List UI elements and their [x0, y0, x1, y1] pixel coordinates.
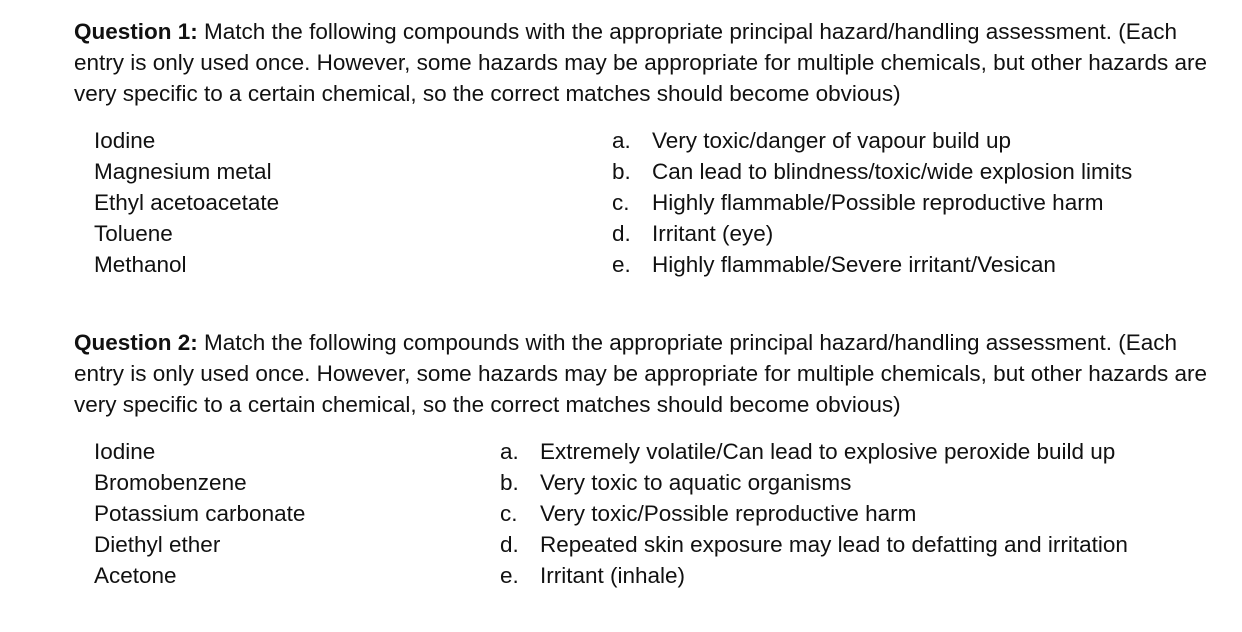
hazard-item: [500, 529, 1128, 560]
question-2-text: Match the following compounds with the appropriate principal hazard/handling assessment. (Each entry is only used once. However, some hazards may be appropriate for multiple chemicals, but other hazards are very specific to a certain chemical, so the correct matches should become obvious): [74, 330, 1208, 417]
question-1: [74, 16, 1224, 285]
hazard-letter: a.: [612, 128, 631, 153]
question-2: [74, 327, 1224, 596]
question-1-hazard-list: [612, 125, 1132, 280]
compound-item: Toluene: [94, 221, 173, 246]
hazard-text: Very toxic to aquatic organisms: [540, 470, 852, 495]
hazard-item: [500, 560, 1128, 591]
hazard-item: [612, 218, 1132, 249]
hazard-text: Can lead to blindness/toxic/wide explosion limits: [652, 159, 1133, 184]
question-1-label: Question 1:: [74, 19, 198, 44]
hazard-letter: e.: [612, 252, 631, 277]
hazard-letter: d.: [500, 532, 519, 557]
question-2-columns: [74, 436, 1224, 596]
compound-item: Bromobenzene: [94, 470, 247, 495]
hazard-text: Highly flammable/Possible reproductive harm: [652, 190, 1104, 215]
hazard-item: [612, 249, 1132, 280]
compound-item: Iodine: [94, 439, 156, 464]
hazard-text: Irritant (inhale): [540, 563, 686, 588]
question-1-compound-list: [94, 125, 279, 280]
hazard-text: Extremely volatile/Can lead to explosive peroxide build up: [540, 439, 1116, 464]
hazard-text: Repeated skin exposure may lead to defatting and irritation: [540, 532, 1128, 557]
question-1-text: Match the following compounds with the appropriate principal hazard/handling assessment. (Each entry is only used once. However, some hazards may be appropriate for multiple chemicals, but other hazards are very specific to a certain chemical, so the correct matches should become obvious): [74, 19, 1208, 106]
hazard-letter: e.: [500, 563, 519, 588]
hazard-item: [612, 125, 1132, 156]
hazard-letter: d.: [612, 221, 631, 246]
hazard-text: Highly flammable/Severe irritant/Vesican: [652, 252, 1056, 277]
hazard-letter: b.: [612, 159, 631, 184]
question-2-compound-list: [94, 436, 305, 591]
hazard-letter: c.: [500, 501, 518, 526]
hazard-item: [500, 467, 1128, 498]
hazard-item: [500, 498, 1128, 529]
compound-item: Diethyl ether: [94, 532, 221, 557]
question-1-columns: [74, 125, 1224, 285]
compound-item: Magnesium metal: [94, 159, 272, 184]
compound-item: Potassium carbonate: [94, 501, 306, 526]
compound-item: Acetone: [94, 563, 177, 588]
question-1-prompt: [74, 16, 1224, 109]
hazard-text: Very toxic/danger of vapour build up: [652, 128, 1011, 153]
hazard-text: Irritant (eye): [652, 221, 774, 246]
question-2-label: Question 2:: [74, 330, 198, 355]
hazard-text: Very toxic/Possible reproductive harm: [540, 501, 917, 526]
hazard-letter: b.: [500, 470, 519, 495]
compound-item: Iodine: [94, 128, 156, 153]
hazard-item: [612, 156, 1132, 187]
question-2-hazard-list: [500, 436, 1128, 591]
compound-item: Ethyl acetoacetate: [94, 190, 280, 215]
compound-item: Methanol: [94, 252, 187, 277]
hazard-item: [612, 187, 1132, 218]
hazard-item: [500, 436, 1128, 467]
hazard-letter: a.: [500, 439, 519, 464]
hazard-letter: c.: [612, 190, 630, 215]
question-2-prompt: [74, 327, 1224, 420]
